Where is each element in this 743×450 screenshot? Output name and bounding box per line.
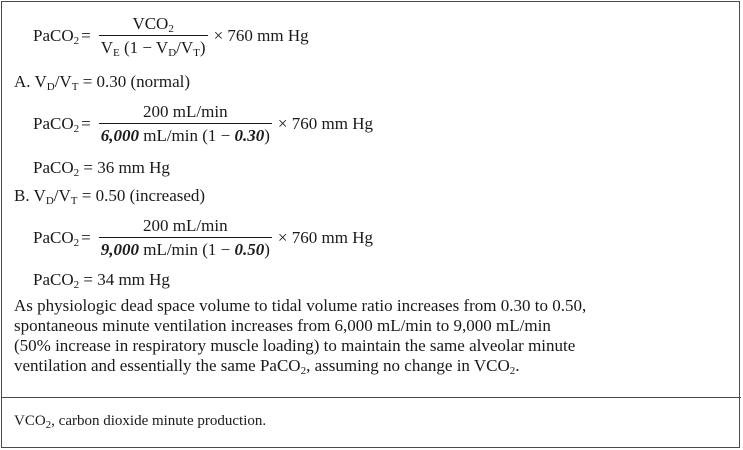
case-b-numerator: 200 mL/min (143, 216, 228, 235)
case-b-equation (33, 216, 373, 259)
formula-denominator: $V_E$ $(1 - V_D/V_T)$ (99, 35, 208, 57)
footnote-divider (1, 397, 741, 398)
explanation-line: spontaneous minute ventilation increases from 6,000 mL/min to 9,000 mL/min (14, 316, 551, 335)
case-b-denominator: 9,000 mL/min (1 − 0.50) (99, 237, 272, 259)
case-a-fraction (99, 102, 272, 145)
formula-fraction (99, 14, 208, 57)
general-formula (33, 14, 309, 57)
explanation-line: (50% increase in respiratory muscle loading) to maintain the same alveolar minute (14, 336, 576, 355)
footnote: $VCO_2$, carbon dioxide minute production. (14, 413, 267, 431)
case-b-lhs: PaCO$_2$ (33, 227, 80, 249)
case-a-denominator: 6,000 mL/min (1 − 0.30) (99, 123, 272, 145)
explanation-line: As physiologic dead space volume to tidal volume ratio increases from 0.30 to 0.50, (14, 296, 587, 315)
case-a-equation (33, 102, 373, 145)
formula-numerator: $VCO_2$ (132, 14, 174, 35)
case-a-equals: = (81, 113, 91, 133)
explanation-line: ventilation and essentially the same PaCO$_2$, assuming no change in $VCO_2$. (14, 356, 520, 377)
case-b-label: B. $V_D/V_T = 0.50$ (increased) (14, 186, 206, 207)
formula-multiplier: × 760 mm Hg (213, 25, 309, 45)
case-a-label: A. $V_D/V_T = 0.30$ (normal) (14, 72, 190, 93)
case-a-lhs: PaCO$_2$ (33, 113, 80, 135)
formula-lhs: PaCO$_2$ (33, 25, 80, 47)
case-a-multiplier: × 760 mm Hg (277, 113, 373, 133)
case-b-equals: = (81, 227, 91, 247)
case-b-fraction (99, 216, 272, 259)
explanation-paragraph (14, 296, 726, 376)
case-a-numerator: 200 mL/min (143, 102, 228, 121)
case-b-multiplier: × 760 mm Hg (277, 227, 373, 247)
case-a-result: PaCO$_2$ = 36 mm Hg (33, 158, 170, 179)
formula-equals: = (81, 25, 91, 45)
case-b-result: PaCO$_2$ = 34 mm Hg (33, 270, 170, 291)
